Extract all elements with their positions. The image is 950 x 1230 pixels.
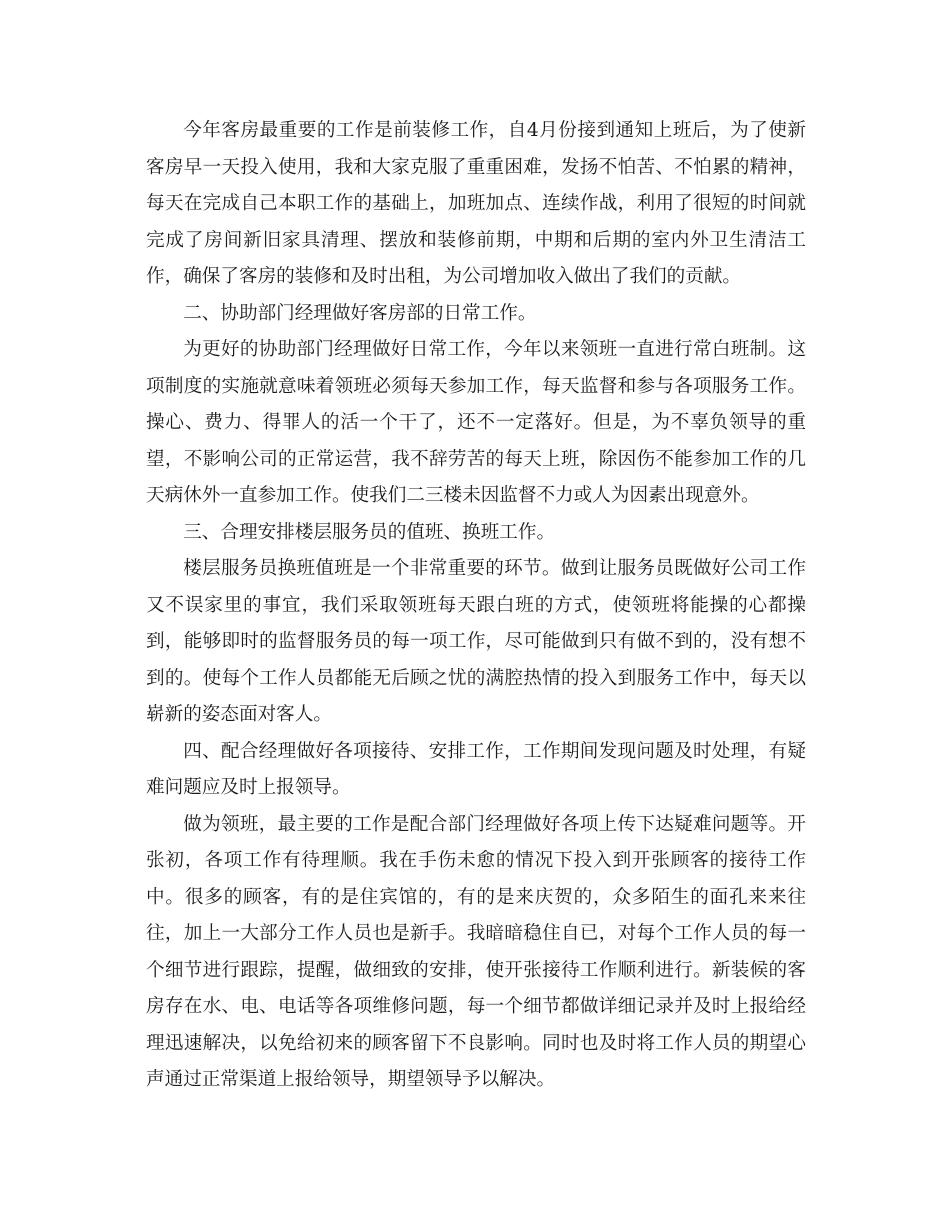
paragraph-renovation-work: 今年客房最重要的工作是前装修工作，自4月份接到通知上班后，为了使新客房早一天投入使用，我和大家克服了重重困难，发扬不怕苦、不怕累的精神，每天在完成自己本职工作的基础上，加班加点、连续作战，利用了很短的时间就完成了房间新旧家具清理、摆放和装修前期，中期和后期的室内外卫生清洁工作，确保了客房的装修和及时出租，为公司增加收入做出了我们的贡献。 [146, 120, 806, 287]
heading-reception-coordination: 四、配合经理做好各项接待、安排工作，工作期间发现问题及时处理，有疑难问题应及时上报领导。 [146, 740, 806, 798]
document-body [146, 113, 806, 1099]
heading-arrange-floor-shifts: 三、合理安排楼层服务员的值班、换班工作。 [183, 521, 556, 543]
paragraph-shift-arrangement: 楼层服务员换班值班是一个非常重要的环节。做到让服务员既做好公司工作又不误家里的事宜，我们采取领班每天跟白班的方式，使领班将能操的心都操到，能够即时的监督服务员的每一项工作，尽可能做到只有做不到的，没有想不到的。使每个工作人员都能无后顾之忧的满腔热情的投入到服务工作中，每天以崭新的姿态面对客人。 [146, 558, 806, 725]
heading-assist-manager-daily-work: 二、协助部门经理做好客房部的日常工作。 [183, 302, 537, 324]
paragraph-opening-reception: 做为领班，最主要的工作是配合部门经理做好各项上传下达疑难问题等。开张初，各项工作有待理顺。我在手伤未愈的情况下投入到开张顾客的接待工作中。很多的顾客，有的是住宾馆的，有的是来庆贺的，众多陌生的面孔来来往往，加上一大部分工作人员也是新手。我暗暗稳住自已，对每个工作人员的每一个细节进行跟踪，提醒，做细致的安排，使开张接待工作顺利进行。新装候的客房存在水、电、电话等各项维修问题，每一个细节都做详细记录并及时上报给经理迅速解决，以免给初来的顾客留下不良影响。同时也及时将工作人员的期望心声通过正常渠道上报给领导，期望领导予以解决。 [146, 813, 806, 1090]
paragraph-day-shift-system: 为更好的协助部门经理做好日常工作，今年以来领班一直进行常白班制。这项制度的实施就意味着领班必须每天参加工作，每天监督和参与各项服务工作。操心、费力、得罪人的活一个干了，还不一定落好。但是，为不辜负领导的重望，不影响公司的正常运营，我不辞劳苦的每天上班，除因伤不能参加工作的几天病休外一直参加工作。使我们二三楼未因监督不力或人为因素出现意外。 [146, 339, 806, 506]
